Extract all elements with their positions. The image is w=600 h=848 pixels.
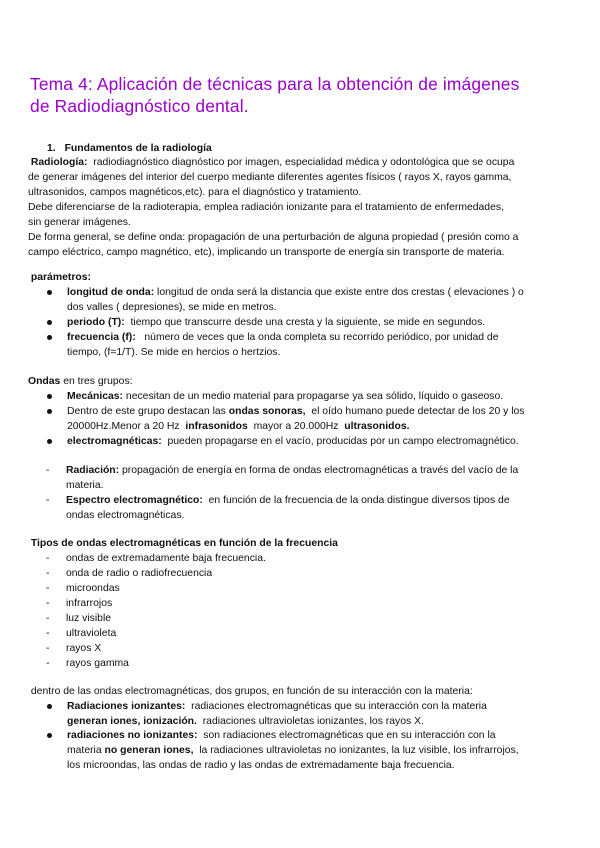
bullet-icon — [47, 394, 52, 399]
ondas-heading: Ondas en tres grupos: — [28, 376, 133, 387]
document-page: Tema 4: Aplicación de técnicas para la obtención de imágenes de Radiodiagnóstico dental. 1. Fundamentos de la radiología Radiología: radiodiagnóstico diagnóstico por imagen, especialidad médica y odontológica que se ocupa de generar imágenes del interior del cuerpo mediante diferentes agentes físicos ( rayos X, rayos gamma, ultrasonidos, campos magnéticos,etc). para el diagnóstico y tratamiento. Debe diferenciarse de la radioterapia, emplea radiación ionizante para el tratamiento de enfermedades, sin generar imágenes. De forma general, se define onda: propagación de una perturbación de alguna propiedad ( presión como a campo eléctrico, campo magnético, etc), implicando un transporte de energía sin transporte de materia. parámetros: longitud de onda: longitud de onda será la distancia que existe entre dos crestas ( elevaciones ) o dos valles ( depresiones), se mide en metros. periodo (T): tiempo que transcurre desde una cresta y la siguiente, se mide en segundos. frecuencia (f): número de veces que la onda completa su recorrido periódico, por unidad de tiempo, (f=1/T). Se mide en hercios o hertzios. Ondas en tres grupos: Mecánicas: necesitan de un medio material para propagarse ya sea sólido, líquido o gaseoso. Dentro de este grupo destacan las ondas sonoras, el oído humano puede detectar de los 20 y los 20000Hz.Menor a 20 Hz infrasonidos mayor a 20.000Hz ultrasonidos. electromagnéticas: pueden propagarse en el vacío, producidas por un campo electromagnético. - Radiación: propagación de energía en forma de ondas electromagnéticas a través del vacío de la materia. - Espectro electromagnético: en función de la frecuencia de la onda distingue diversos tipos de ondas electromagnéticas. Tipos de ondas electromagnéticas en función de la frecuencia - ondas de extremadamente baja frecuencia. - onda de radio o radiofrecuencia - microondas - infrarrojos - luz visible - ultravioleta - rayos X - rayos gamma dentro de las ondas electromagnéticas, dos grupos, en función de su interacción con la materia: Radiaciones ionizantes: radiaciones electromagnéticas que su interacción con la materia generan iones, ionización. radiaciones ultravioletas ionizantes, los rayos X. radiaciones no ionizantes: son radiaciones electromagnéticas que en su interacción con la materia no generan iones, la radiaciones ultravioletas no ionizantes, la luz visible, los infrarrojos, los microondas, las ondas de radio y las ondas de extremadamente baja frecuencia. — [0, 0, 600, 848]
parametros-heading: parámetros: — [30, 272, 91, 283]
grupos-intro: dentro de las ondas electromagnéticas, dos grupos, en función de su interacción con la materia: — [30, 686, 473, 697]
radiologia-paragraph: Radiología: radiodiagnóstico diagnóstico por imagen, especialidad médica y odontológica que se ocupa de generar imágenes del interior del cuerpo mediante diferentes agentes físicos ( rayos X, rayos gamma, ultrasonidos, campos magnéticos,etc). para el diagnóstico y tratamiento. Debe diferenciarse de la radioterapia, emplea radiación ionizante para el tratamiento de enfermedades, sin generar imágenes. De forma general, se define onda: propagación de una perturbación de alguna propiedad ( presión como a campo eléctrico, campo magnético, etc), implicando un transporte de energía sin transporte de materia. — [28, 157, 519, 258]
bullet-icon — [47, 409, 52, 414]
bullet-icon — [47, 320, 52, 325]
title-line-2: de Radiodiagnóstico dental. — [30, 95, 249, 116]
tipos-heading: Tipos de ondas electromagnéticas en función de la frecuencia — [30, 538, 338, 549]
radiologia-label: Radiología: — [30, 157, 88, 168]
title-line-1: Tema 4: Aplicación de técnicas para la obtención de imágenes — [30, 74, 520, 94]
bullet-icon — [47, 335, 52, 340]
section-heading: 1. Fundamentos de la radiología — [47, 143, 212, 154]
bullet-icon — [47, 733, 52, 738]
bullet-icon — [47, 704, 52, 709]
page-title — [30, 74, 575, 117]
bullet-icon — [47, 290, 52, 295]
bullet-icon — [47, 439, 52, 444]
